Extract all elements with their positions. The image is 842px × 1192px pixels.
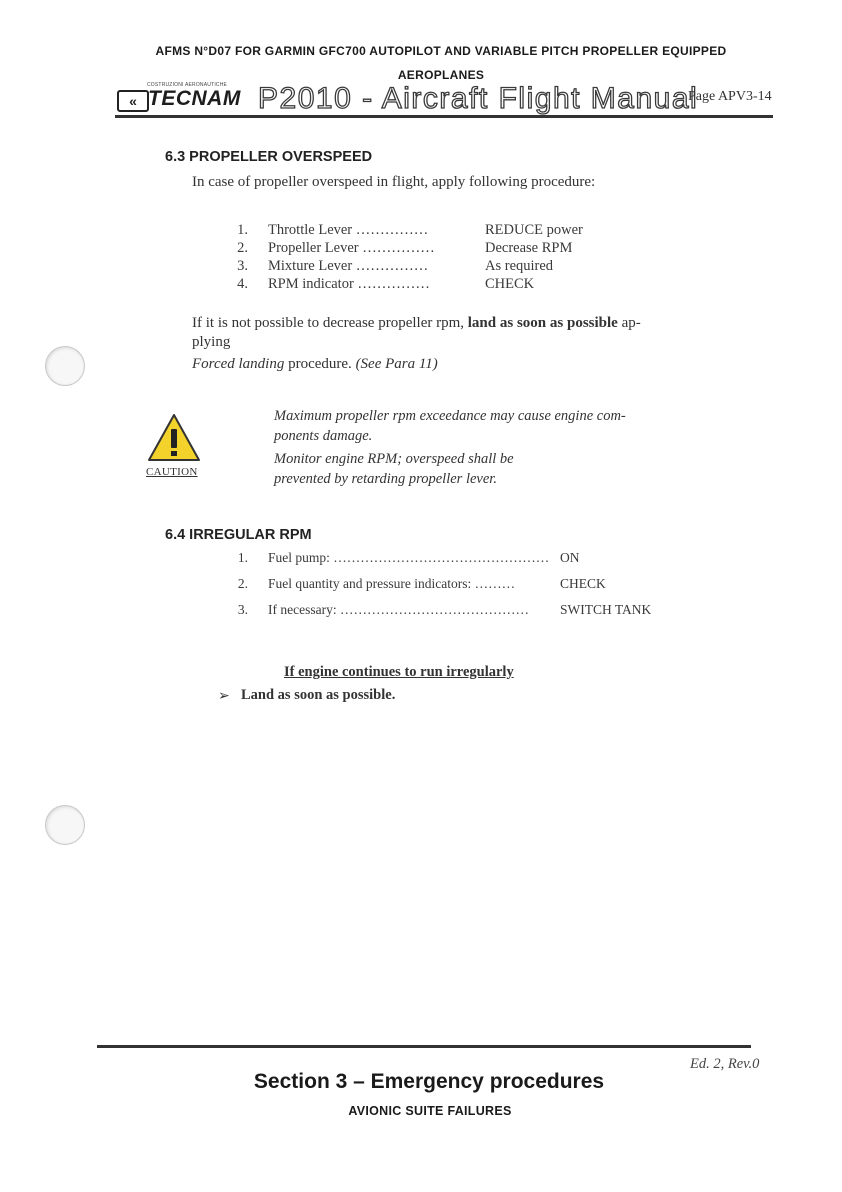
step-text: Throttle Lever ……………: [268, 222, 429, 238]
footer-section-title: Section 3 – Emergency procedures: [253, 1070, 605, 1093]
page-number: Page APV3-14: [688, 89, 772, 104]
forced-landing-text: procedure.: [284, 356, 356, 372]
footer-subtitle: AVIONIC SUITE FAILURES: [348, 1104, 512, 1118]
step-number: 1.: [237, 550, 248, 565]
caution-icon: [146, 412, 202, 464]
header-rule: [115, 115, 773, 118]
step-text: Mixture Lever ……………: [268, 258, 429, 274]
step-value: SWITCH TANK: [560, 602, 652, 617]
section-6-3-heading: 6.3 PROPELLER OVERSPEED: [165, 149, 373, 165]
forced-landing-para: (See Para 11): [355, 356, 438, 372]
caution-text-line-4: prevented by retarding propeller lever.: [274, 471, 497, 487]
step-text: Propeller Lever ……………: [268, 240, 435, 256]
step-number: 1.: [237, 222, 248, 238]
header-line-1: AFMS N°D07 FOR GARMIN GFC700 AUTOPILOT AND VARIABLE PITCH PROPELLER EQUIPPED: [155, 44, 727, 58]
note-text-end: ap-: [617, 315, 641, 331]
irregular-condition: If engine continues to run irregularly: [284, 664, 514, 680]
step-number: 4.: [237, 276, 248, 292]
step-number: 2.: [237, 576, 248, 591]
tecnam-logo: [117, 80, 241, 114]
step-value: REDUCE power: [485, 222, 583, 238]
logo-text: TECNAM: [148, 87, 241, 110]
footer-rule: [97, 1045, 751, 1048]
binder-hole: [45, 805, 85, 845]
caution-label: CAUTION: [146, 466, 198, 478]
caution-text-line-1: Maximum propeller rpm exceedance may cause engine com-: [274, 408, 626, 424]
step-value: As required: [485, 258, 554, 274]
section-6-3-note: [192, 313, 722, 334]
section-6-4-heading: 6.4 IRREGULAR RPM: [165, 527, 312, 543]
step-value: ON: [560, 550, 580, 565]
edition-revision: Ed. 2, Rev.0: [690, 1056, 760, 1072]
step-text: RPM indicator ……………: [268, 276, 430, 292]
caution-text-line-2: ponents damage.: [274, 428, 373, 444]
header-line-2: AEROPLANES: [397, 68, 485, 82]
step-number: 2.: [237, 240, 248, 256]
step-value: Decrease RPM: [485, 240, 573, 256]
logo-mark-icon: «: [117, 90, 149, 112]
step-text: If necessary: ……………………………………: [268, 602, 529, 617]
logo-subtitle: COSTRUZIONI AERONAUTICHE: [147, 82, 228, 88]
arrow-bullet-icon: ➢: [218, 689, 230, 704]
section-6-3-intro: In case of propeller overspeed in flight, apply following procedure:: [192, 174, 596, 190]
irregular-action: Land as soon as possible.: [241, 687, 396, 703]
step-number: 3.: [237, 258, 248, 274]
forced-landing-italic: Forced landing: [192, 356, 285, 372]
binder-hole: [45, 346, 85, 386]
step-number: 3.: [237, 602, 248, 617]
step-text: Fuel quantity and pressure indicators: ………: [268, 576, 516, 591]
forced-landing-ref: [192, 354, 438, 375]
step-value: CHECK: [560, 576, 606, 591]
document-title: P2010 - Aircraft Flight Manual: [258, 82, 699, 115]
step-value: CHECK: [485, 276, 535, 292]
step-text: Fuel pump: …………………………………………: [268, 550, 550, 565]
caution-text-line-3: Monitor engine RPM; overspeed shall be: [274, 451, 514, 467]
note-text: If it is not possible to decrease propeller rpm,: [192, 315, 468, 331]
section-6-3-note-line2: plying: [192, 334, 231, 350]
note-emphasis: land as soon as possible: [467, 315, 618, 331]
